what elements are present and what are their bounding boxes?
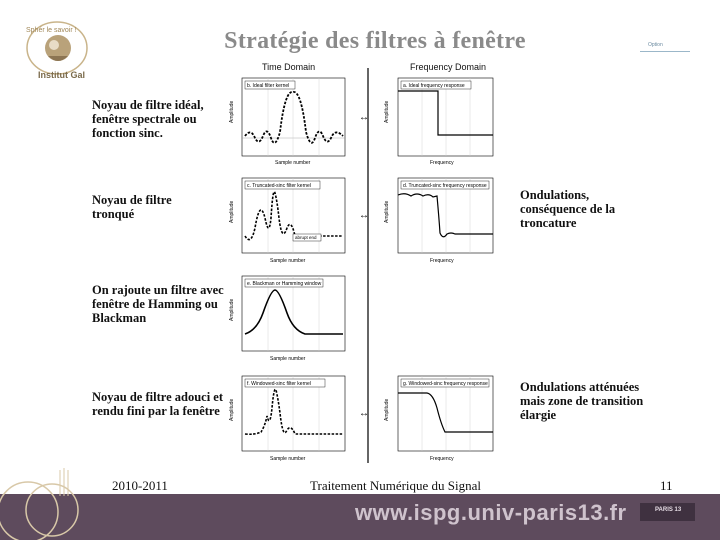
axis-xlabel: Sample number [275, 160, 311, 166]
note-line: rendu fini par la fenêtre [92, 404, 220, 418]
filter-figure [225, 68, 500, 468]
panel-label: c. Truncated-sinc filter kernel [247, 183, 311, 189]
panel-truncated-response [384, 178, 493, 264]
panel-windowed-response [384, 376, 493, 462]
note-window [92, 283, 224, 325]
note-line: mais zone de transition [520, 394, 644, 408]
note-windowed-kernel [92, 390, 223, 418]
panel-windowed-kernel [229, 376, 345, 462]
abrupt-end-label: abrupt end [295, 235, 317, 240]
note-line: Blackman [92, 311, 147, 325]
note-line: fenêtre de Hamming ou [92, 297, 218, 311]
time-domain-header: Time Domain [262, 62, 316, 72]
note-line: tronqué [92, 207, 135, 221]
axis-ylabel: Amplitude [384, 398, 390, 421]
transform-arrow: ↔ [359, 210, 369, 221]
footer-year: 2010-2011 [112, 478, 168, 493]
panel-label: g. Windowed-sinc frequency response [403, 381, 488, 387]
note-line: Ondulations atténuées [520, 380, 640, 394]
axis-xlabel: Frequency [430, 160, 454, 166]
note-truncated-kernel [92, 193, 172, 221]
axis-xlabel: Sample number [270, 356, 306, 362]
footer-course: Traitement Numérique du Signal [310, 478, 482, 493]
panel-truncated-kernel [229, 178, 345, 264]
logo-text: Institut Gal [38, 70, 85, 80]
transform-arrow: ↔ [359, 408, 369, 419]
axis-ylabel: Amplitude [229, 200, 235, 223]
corner-text: Option [648, 42, 663, 48]
footer-url: www.ispg.univ-paris13.fr [355, 500, 627, 525]
note-line: Noyau de filtre idéal, [92, 98, 204, 112]
note-line: troncature [520, 216, 577, 230]
frequency-domain-header: Frequency Domain [410, 62, 487, 72]
panel-label: d. Truncated-sinc frequency response [403, 183, 487, 189]
axis-xlabel: Frequency [430, 456, 454, 462]
note-attenuated-ripples [520, 380, 643, 422]
note-line: élargie [520, 408, 557, 422]
panel-label: e. Blackman or Hamming window [247, 281, 322, 287]
axis-ylabel: Amplitude [384, 100, 390, 123]
axis-xlabel: Sample number [270, 456, 306, 462]
slide-title: Stratégie des filtres à fenêtre [224, 28, 526, 54]
panel-ideal-response [384, 78, 493, 166]
note-line: Ondulations, [520, 188, 590, 202]
transform-arrow: ↔ [359, 112, 369, 123]
note-line: On rajoute un filtre avec [92, 283, 224, 297]
note-line: conséquence de la [520, 202, 616, 216]
panel-label: b. Ideal filter kernel [247, 83, 290, 89]
note-line: Noyau de filtre [92, 193, 172, 207]
axis-xlabel: Sample number [270, 258, 306, 264]
axis-ylabel: Amplitude [384, 200, 390, 223]
note-line: fonction sinc. [92, 126, 163, 140]
axis-xlabel: Frequency [430, 258, 454, 264]
paris13-logo-text: PARIS 13 [655, 507, 682, 513]
note-line: fenêtre spectrale ou [92, 112, 197, 126]
note-ideal-kernel [92, 98, 204, 140]
note-line: Noyau de filtre adouci et [92, 390, 224, 404]
page-number: 11 [660, 478, 673, 493]
panel-window [229, 276, 345, 362]
note-ripples [520, 188, 615, 230]
panel-label: f. Windowed-sinc filter kernel [247, 381, 311, 387]
footer-circles-decoration [0, 462, 110, 540]
panel-ideal-kernel [229, 78, 345, 166]
axis-ylabel: Amplitude [229, 100, 235, 123]
axis-ylabel: Amplitude [229, 398, 235, 421]
logo-arc-text: Sphér le savoir ! [26, 27, 77, 34]
panel-label: a. Ideal frequency response [403, 83, 465, 89]
axis-ylabel: Amplitude [229, 298, 235, 321]
